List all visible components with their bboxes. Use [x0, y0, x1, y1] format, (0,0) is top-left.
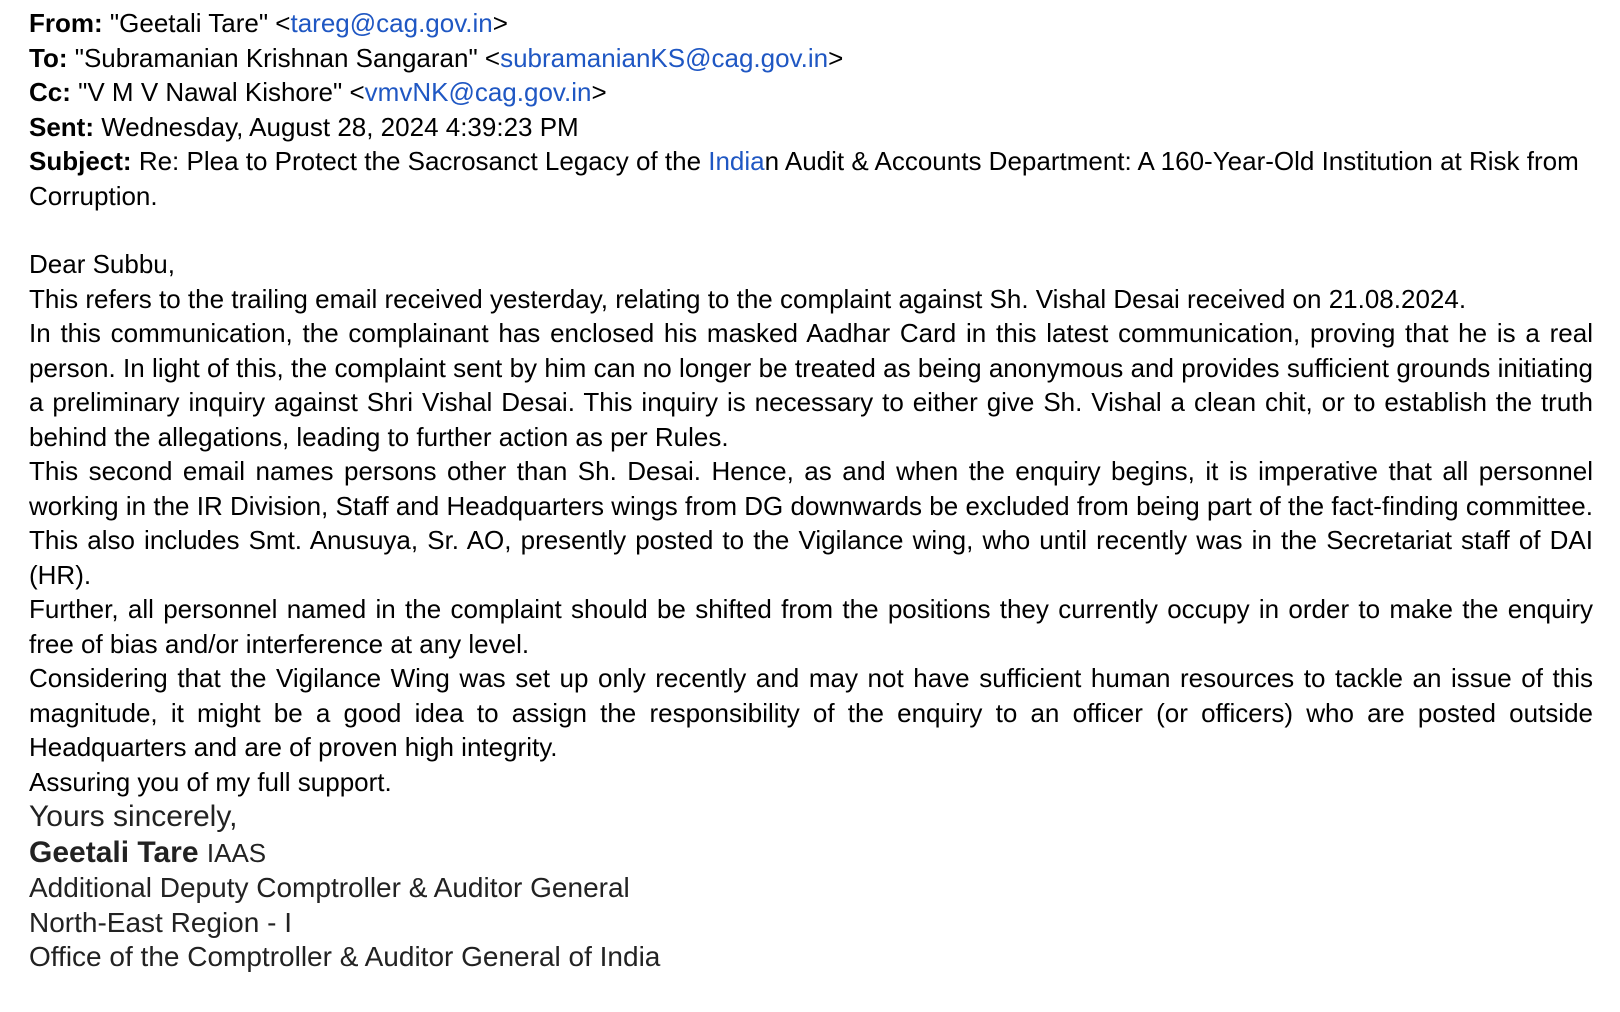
signature-credential: IAAS	[206, 838, 267, 868]
signature-region: North-East Region - I	[29, 906, 292, 938]
from-name: "Geetali Tare"	[109, 8, 269, 38]
body-paragraph: This second email names persons other than Sh. Desai. Hence, as and when the enquiry begins, it is imperative that all personnel working in the IR Division, Staff and Headquarters wings from DG downwards be excluded from being part of the fact-finding committee. This also includes Smt. Anusuya, Sr. AO, presently posted to the Vigilance wing, who until recently was in the Secretariat staff of DAI (HR).	[29, 456, 1593, 590]
email-message	[29, 6, 1593, 975]
to-row: To: "Subramanian Krishnan Sangaran" <subramanianKS@cag.gov.in>	[29, 42, 844, 73]
subject-label: Subject:	[29, 146, 132, 176]
body-paragraph: Considering that the Vigilance Wing was set up only recently and may not have sufficient human resources to tackle an issue of this magnitude, it might be a good idea to assign the responsibility of the enquiry to an officer (or officers) who are posted outside Headquarters and are of proven high integrity.	[29, 663, 1593, 762]
body-paragraph: This refers to the trailing email received yesterday, relating to the complaint against Sh. Vishal Desai received on 21.08.2024.	[29, 283, 1467, 314]
from-label: From:	[29, 8, 103, 38]
subject-row	[29, 144, 1593, 213]
subject-text-before: Re: Plea to Protect the Sacrosanct Legacy of the	[138, 146, 709, 176]
from-row: From: "Geetali Tare" <tareg@cag.gov.in>	[29, 8, 508, 38]
body-paragraph: In this communication, the complainant has enclosed his masked Aadhar Card in this latest communication, proving that he is a real person. In light of this, the complaint sent by him can no longer be treated as being anonymous and provides sufficient grounds initiating a preliminary inquiry against Shri Vishal Desai. This inquiry is necessary to either give Sh. Vishal a clean chit, or to establish the truth behind the allegations, leading to further action as per Rules.	[29, 318, 1593, 452]
cc-name: "V M V Nawal Kishore"	[78, 77, 343, 107]
signature-block	[29, 799, 1593, 975]
to-name: "Subramanian Krishnan Sangaran"	[74, 42, 478, 73]
cc-email-link[interactable]: vmvNK@cag.gov.in	[364, 77, 592, 107]
sent-row	[29, 110, 1593, 145]
sent-label: Sent:	[29, 111, 94, 142]
from-email-link[interactable]: tareg@cag.gov.in	[290, 8, 493, 38]
spacer	[29, 213, 1593, 247]
cc-row: Cc: "V M V Nawal Kishore" <vmvNK@cag.gov.in>	[29, 77, 607, 107]
signature-name-row	[29, 835, 1593, 871]
subject-highlight-link[interactable]: India	[708, 146, 765, 176]
signature-closing: Yours sincerely,	[29, 800, 238, 833]
subject-text-after: n Audit & Accounts Department: A 160-Year-Old Institution at Risk from Corruption.	[29, 146, 1579, 211]
signature-office: Office of the Comptroller & Auditor General of India	[29, 941, 661, 972]
signature-name: Geetali Tare	[29, 836, 199, 869]
greeting: Dear Subbu,	[29, 249, 175, 279]
sent-value: Wednesday, August 28, 2024 4:39:23 PM	[101, 111, 579, 142]
to-email-link[interactable]: subramanianKS@cag.gov.in	[500, 42, 829, 73]
to-label: To:	[29, 42, 68, 73]
body-paragraph: Further, all personnel named in the complaint should be shifted from the positions they currently occupy in order to make the enquiry free of bias and/or interference at any level.	[29, 594, 1593, 659]
body-paragraph: Assuring you of my full support.	[29, 766, 392, 797]
email-body	[29, 247, 1593, 799]
signature-title: Additional Deputy Comptroller & Auditor General	[29, 872, 630, 903]
cc-label: Cc:	[29, 77, 71, 107]
